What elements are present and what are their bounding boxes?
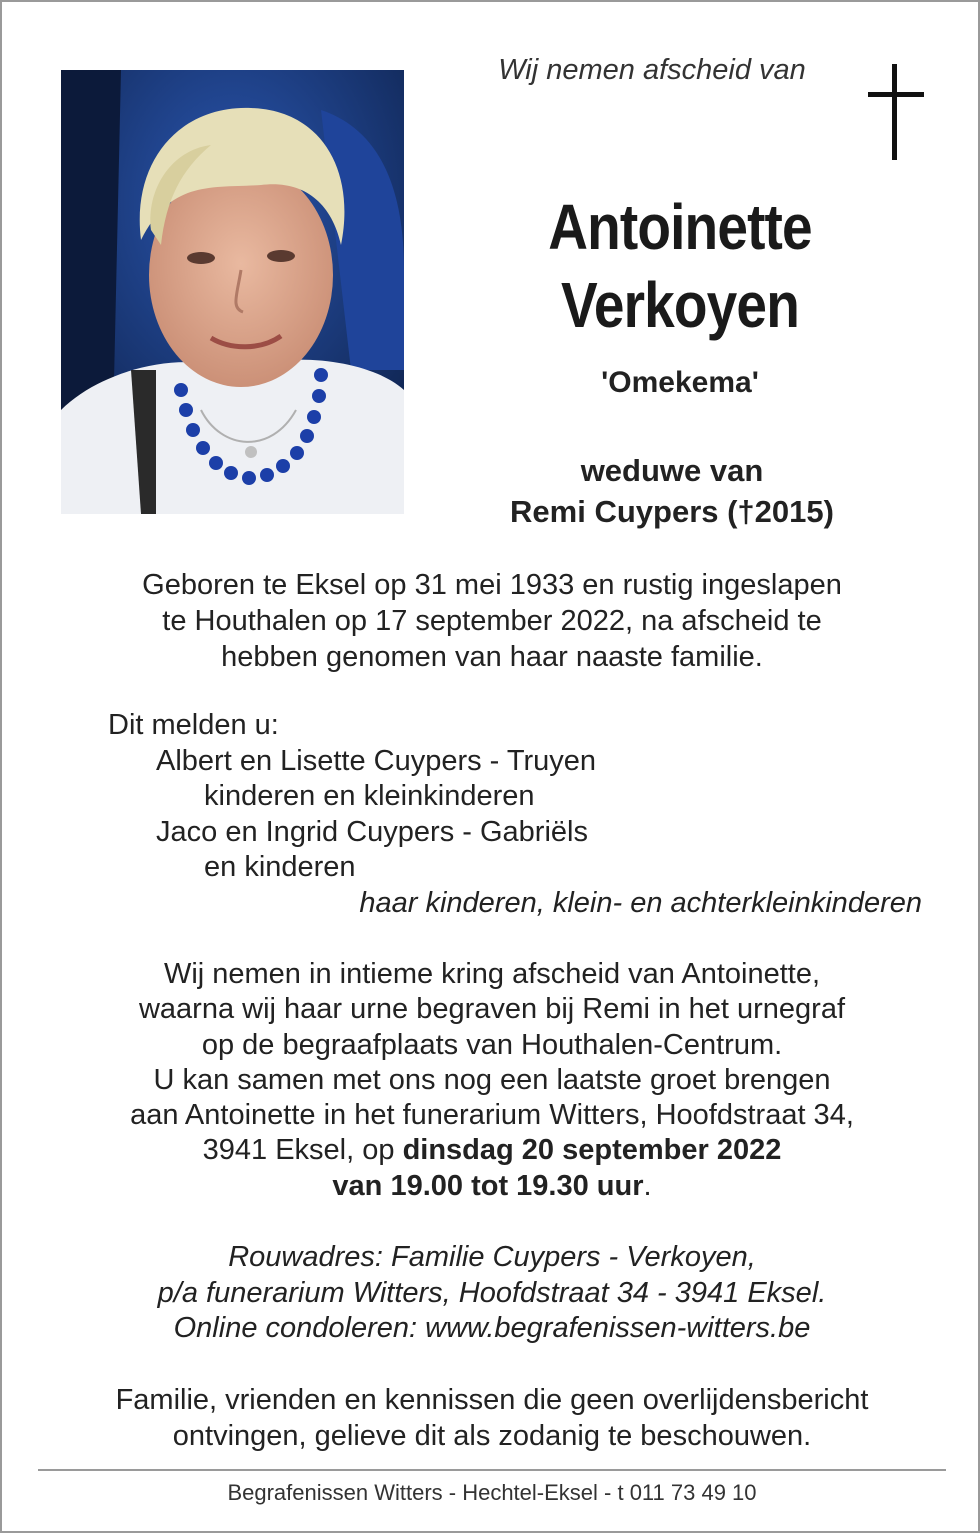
text-line: Familie, vrienden en kennissen die geen overlijdensbericht: [115, 1384, 869, 1416]
text-line: p/a funerarium Witters, Hoofdstraat 34 - 3941 Eksel.: [157, 1276, 827, 1309]
widow-info: [442, 450, 902, 532]
time-suffix: .: [643, 1169, 652, 1202]
portrait-photo: [61, 70, 404, 514]
first-name: Antoinette: [548, 191, 812, 263]
family-announcement: [108, 708, 928, 921]
text-line: op de begraafplaats van Houthalen-Centrum.: [201, 1028, 783, 1061]
cross-icon: [868, 64, 924, 160]
ceremony-paragraph: [62, 957, 922, 1204]
announce-heading: Dit melden u:: [108, 709, 279, 741]
spouse-name: Remi Cuypers (†2015): [510, 494, 834, 529]
nickname: 'Omekema': [601, 366, 759, 399]
text-line: [62, 1133, 922, 1168]
text-line: Rouwadres: Familie Cuypers - Verkoyen,: [228, 1241, 756, 1273]
text-line: aan Antoinette in het funerarium Witters, Hoofdstraat 34,: [130, 1099, 854, 1132]
family-entry: Albert en Lisette Cuypers - Truyen: [156, 744, 597, 777]
family-entry: Jaco en Ingrid Cuypers - Gabriëls: [156, 815, 588, 848]
text-line: [62, 1169, 922, 1204]
text-line: Wij nemen in intieme kring afscheid van Antoinette,: [163, 958, 821, 990]
text-line: ontvingen, gelieve dit als zodanig te beschouwen.: [172, 1420, 812, 1452]
text-line: hebben genomen van haar naaste familie.: [221, 641, 763, 673]
birth-death-paragraph: [62, 567, 922, 675]
notice-paragraph: [62, 1382, 922, 1454]
visitation-time: van 19.00 tot 19.30 uur: [332, 1169, 644, 1202]
text-line: Geboren te Eksel op 31 mei 1933 en rustig ingeslapen: [142, 569, 842, 601]
date-prefix: 3941 Eksel, op: [202, 1134, 403, 1167]
text-line: te Houthalen op 17 september 2022, na afscheid te: [162, 605, 822, 637]
visitation-date: dinsdag 20 september 2022: [402, 1134, 782, 1167]
footer-divider: [38, 1469, 946, 1471]
family-summary: haar kinderen, klein- en achterkleinkinderen: [359, 886, 922, 919]
text-line: waarna wij haar urne begraven bij Remi in het urnegraf: [138, 993, 846, 1026]
text-line: U kan samen met ons nog een laatste groet brengen: [153, 1063, 831, 1096]
deceased-name: [501, 188, 859, 344]
condolence-link[interactable]: Online condoleren: www.begrafenissen-witters.be: [173, 1312, 811, 1344]
family-entry-sub: kinderen en kleinkinderen: [204, 780, 535, 812]
intro-text: Wij nemen afscheid van: [498, 54, 806, 86]
mourning-address: [62, 1240, 922, 1347]
family-entry-sub: en kinderen: [204, 851, 356, 883]
last-name: Verkoyen: [561, 269, 799, 341]
widow-label: weduwe van: [580, 453, 764, 488]
footer-text: Begrafenissen Witters - Hechtel-Eksel - t 011 73 49 10: [227, 1480, 757, 1505]
